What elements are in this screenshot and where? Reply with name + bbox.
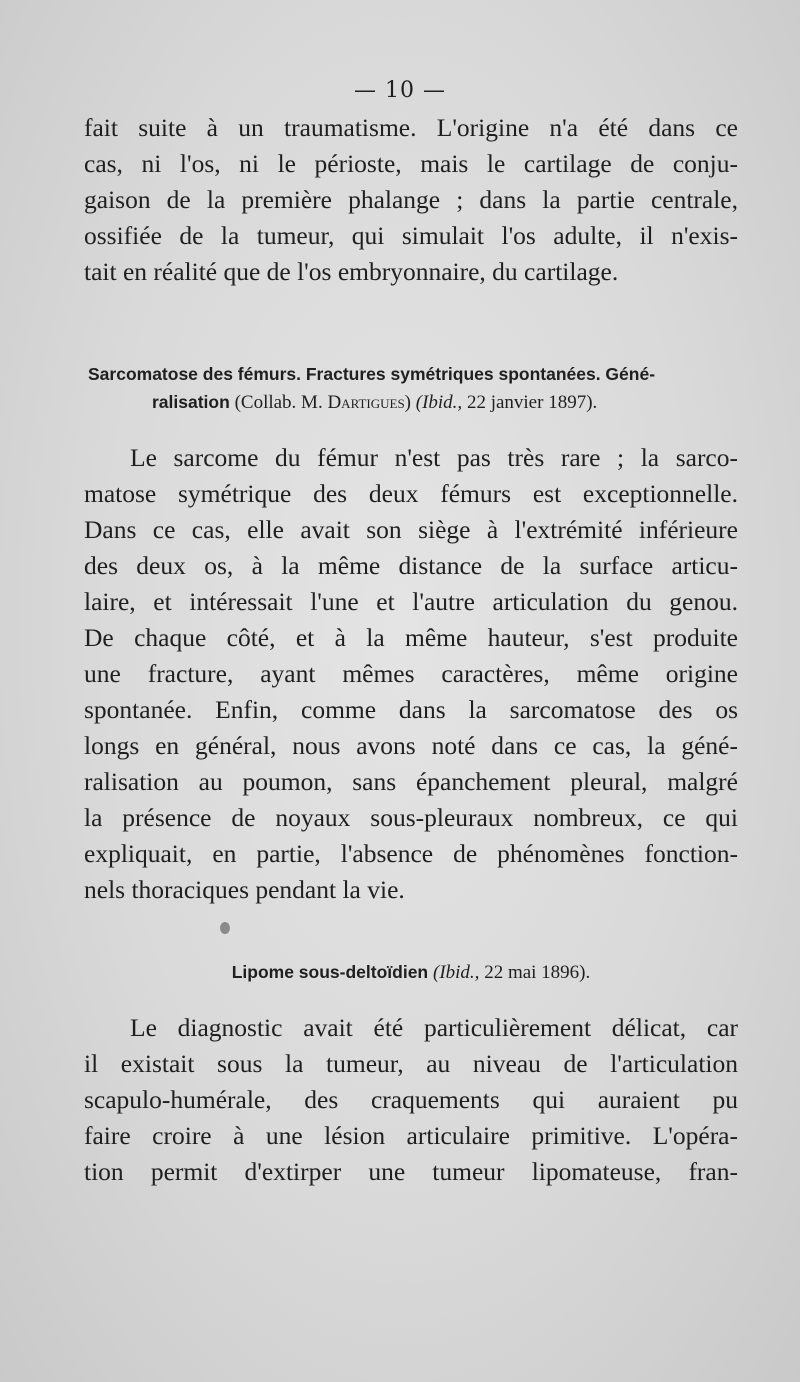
text-line: expliquait, en partie, l'absence de phénomènes fonction- [84, 839, 738, 868]
paragraph-sarcomatose [84, 440, 738, 908]
section-heading-lipome [84, 958, 738, 986]
ink-spot [220, 922, 230, 934]
text-line: De chaque côté, et à la même hauteur, s'est produite [84, 623, 738, 652]
heading-date: 22 janvier 1897). [462, 392, 598, 413]
paragraph-lipome [84, 1010, 738, 1190]
heading-ibid: (Ibid., [433, 962, 480, 983]
page-number: — 10 — [354, 78, 446, 103]
heading-line [84, 388, 738, 416]
text-line: spontanée. Enfin, comme dans la sarcomatose des os [84, 695, 738, 724]
text-line: gaison de la première phalange ; dans la partie centrale, [84, 185, 738, 214]
text-line: laire, et intéressait l'une et l'autre articulation du genou. [84, 587, 738, 616]
text-line: Dans ce cas, elle avait son siège à l'extrémité inférieure [84, 515, 738, 544]
text-line: la présence de noyaux sous-pleuraux nombreux, ce qui [84, 803, 738, 832]
text-line: une fracture, ayant mêmes caractères, même origine [84, 659, 738, 688]
text-line: longs en général, nous avons noté dans ce cas, la géné- [84, 731, 738, 760]
text-line: ossifiée de la tumeur, qui simulait l'os adulte, il n'exis- [84, 221, 738, 250]
heading-title: Lipome sous-deltoïdien [231, 962, 429, 982]
text-line: Le diagnostic avait été particulièrement délicat, car [130, 1013, 738, 1042]
text-line: ralisation au poumon, sans épanchement pleural, malgré [84, 767, 738, 796]
section-heading-sarcomatose [84, 360, 738, 416]
text-line: il existait sous la tumeur, au niveau de l'articulation [84, 1049, 738, 1078]
text-line: fait suite à un traumatisme. L'origine n'a été dans ce [84, 113, 738, 142]
heading-ibid: (Ibid., [415, 392, 463, 413]
heading-collab: (Collab. M. [229, 392, 328, 413]
paragraph-continuation [84, 110, 738, 290]
text-line: tait en réalité que de l'os embryonnaire, du cartilage. [84, 257, 619, 286]
heading-collab-close: ) [404, 392, 416, 413]
text-line: cas, ni l'os, ni le périoste, mais le cartilage de conju- [84, 149, 738, 178]
heading-line: Sarcomatose des fémurs. Fractures symétriques spontanées. Géné- [88, 364, 656, 384]
heading-author: Dartigues [327, 392, 405, 413]
heading-date: 22 mai 1896). [479, 962, 591, 983]
text-line: matose symétrique des deux fémurs est exceptionnelle. [84, 479, 738, 508]
text-line: tion permit d'extirper une tumeur lipomateuse, fran- [84, 1157, 738, 1186]
text-line: scapulo-humérale, des craquements qui auraient pu [84, 1085, 738, 1114]
text-line: nels thoraciques pendant la vie. [84, 875, 405, 904]
text-line: des deux os, à la même distance de la surface articu- [84, 551, 738, 580]
text-line: faire croire à une lésion articulaire primitive. L'opéra- [84, 1121, 738, 1150]
heading-line [84, 958, 738, 986]
text-line: Le sarcome du fémur n'est pas très rare ; la sarco- [130, 443, 738, 472]
heading-title-end: ralisation [152, 392, 230, 412]
